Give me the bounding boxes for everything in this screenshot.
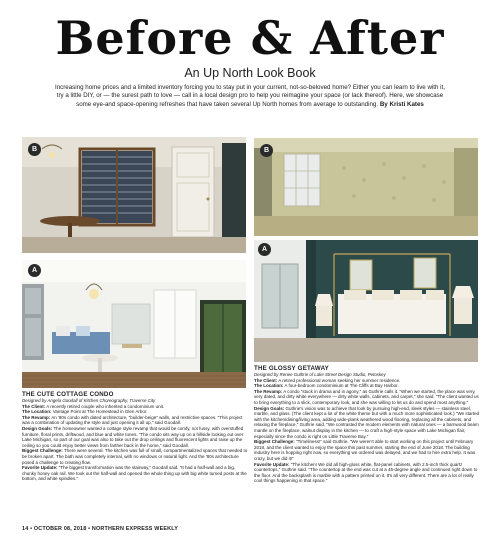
- story-designer: Designed by Angela Goodall of Kitchen Choreography, Traverse City: [22, 398, 156, 403]
- location-label: The Location:: [254, 383, 284, 389]
- badge-before: B: [260, 144, 273, 157]
- location-text: Vantage Point at The Homestead in Glen Arbor.: [52, 409, 148, 415]
- photo-glossy-after-image: [254, 240, 478, 362]
- client-text: A recently retired couple who inherited a condominium unit.: [46, 403, 165, 409]
- location-label: The Location:: [22, 409, 52, 415]
- client-label: The Client:: [22, 403, 46, 409]
- revamp-text: A condo "stuck in drama and in agony," as Guthrie calls it. "When we started, the place was very, very dated, and dirty white everywhere — dirty white walls, cabinets, and carpet," she said. "The client wanted us to bring everything to a slick, contemporary look, and she was willing to let us do and spend most anything.": [254, 388, 479, 405]
- story-cottage: [22, 391, 248, 482]
- challenge-text: There were several. The kitchen was full of small, compartmentalized spaces that needed to be broken apart. The bath was completely internal, with no windows or natural light. And the '80s architecture posed a challenge to creating flow.: [22, 448, 248, 465]
- client-text: A retired professional woman seeking her summer residence.: [278, 377, 401, 383]
- badge-after: A: [258, 243, 271, 256]
- story-heading: THE CUTE COTTAGE CONDO: [22, 391, 114, 398]
- photo-cottage-before-image: [22, 137, 246, 253]
- favorite-label: Favorite Update:: [22, 465, 58, 471]
- story-glossy: [254, 365, 480, 484]
- goals-label: Design Goals:: [254, 405, 285, 411]
- intro-paragraph: [52, 84, 448, 109]
- challenge-label: Biggest Challenge:: [22, 448, 63, 454]
- badge-after: A: [28, 264, 41, 277]
- story-challenge: [254, 439, 480, 461]
- photo-glossy-before-image: [254, 138, 478, 236]
- photo-cottage-after-image: [22, 260, 246, 388]
- page-title: Before & After: [55, 11, 445, 65]
- photo-cottage-before: [22, 137, 246, 253]
- photo-glossy-after: [254, 240, 478, 362]
- badge-before: B: [28, 143, 41, 156]
- revamp-label: The Revamp:: [254, 388, 283, 394]
- story-favorite: [254, 462, 480, 484]
- story-challenge: [22, 448, 248, 465]
- story-favorite: [22, 465, 248, 482]
- intro-byline: By Kristi Kates: [379, 100, 424, 108]
- challenge-label: Biggest Challenge:: [254, 439, 295, 445]
- story-goals: [254, 406, 480, 440]
- revamp-label: The Revamp:: [22, 414, 51, 420]
- favorite-text: "The kitchen! We did all high-gloss white, flat-panel cabinets, with 2.5-inch thick quartz countertops," Guthrie said. "The countertop at the end was cut at a 45-degree angle and continued right down to the floor. And the backsplash is marble with a pattern printed on it. It's all very different. There are a lot of really cool things happening in that space.": [254, 461, 478, 484]
- story-revamp: [254, 389, 480, 406]
- story-revamp: [22, 415, 248, 426]
- intro-text: Increasing home prices and a limited inventory forcing you to stay put in your current, not-so-beloved home? Either you can learn to live with it, try a little DIY, or — the surest path to love — call in a local design pro to help you reimagine your space (or lack thereof). Here, we showcase some eye-and space-opening refreshes that have taken several Up North homes from average to outstanding.: [54, 84, 445, 108]
- client-label: The Client:: [254, 377, 278, 383]
- photo-glossy-before: [254, 138, 478, 236]
- story-heading: THE GLOSSY GETAWAY: [254, 365, 329, 372]
- favorite-label: Favorite Update:: [254, 461, 290, 467]
- story-designer: Designed by Renee Guthrie of Lake Street Design Studio, Petoskey: [254, 372, 386, 377]
- goals-text: The homeowner wanted a cottage style revamp that would be comfy, not fussy, with overstuffed furniture, floral prints, driftwood, and blue and white tones. "The condo sits way up on a hillside looking out over Lake Michigan, so part of our goal was also to take out the drop ceilings and fluorescent lights and raise up the ceiling so you could enjoy better views from farther back in the home," said Goodall.: [22, 425, 244, 448]
- challenge-text: "Timeliness!" said Guthrie. "We weren't able to start working on this project until February 2018, and the client wanted to enjoy the space this past summer, starting the end of June 2018. The building industry here is hopping right now, so everything we ordered was delayed, and we had to hire extra help. It was crazy, but we did it!": [254, 439, 476, 461]
- photo-cottage-after: [22, 260, 246, 388]
- goals-label: Design Goals:: [22, 425, 53, 431]
- story-goals: [22, 426, 248, 448]
- page-subtitle: An Up North Look Book: [184, 66, 316, 80]
- location-text: A four-bedroom condominium at The Cliffs at Bay Harbor.: [284, 383, 399, 389]
- revamp-text: An '80s condo with dated architecture, "builder-beige" walls, and restrictive spaces. "This project was a combination of updating the style and just opening it all up," said Goodall.: [22, 414, 243, 426]
- page-footer: 14 • OCTOBER 08, 2018 • NORTHERN EXPRESS WEEKLY: [22, 526, 179, 532]
- favorite-text: "The biggest transformation was the stairway," Goodall said. "It had a half-wall and a big, chunky honey oak rail. We took out the half-wall and opened the whole thing up with big white turned posts at the bottom, and white spindles.": [22, 465, 247, 482]
- goals-text: Guthrie's vision was to achieve that look by pursuing high-end, sleek styles — stainless steel, marble, and glass. (The client kept a lot of the white theme but with a much more sophisticated look.) "We started with the kitchen/dining/living area, adding wide-plank weathered wood flooring, replacing all the cabinets, and relaxing the fireplace," Guthrie said. "We contrasted the modern elements with natural ones — a barnwood beam mantle on the fireplace, walnut display in the kitchen — to craft a high-style space with Lake Michigan flair, especially since the condo is right on Little Traverse Bay.": [254, 405, 480, 439]
